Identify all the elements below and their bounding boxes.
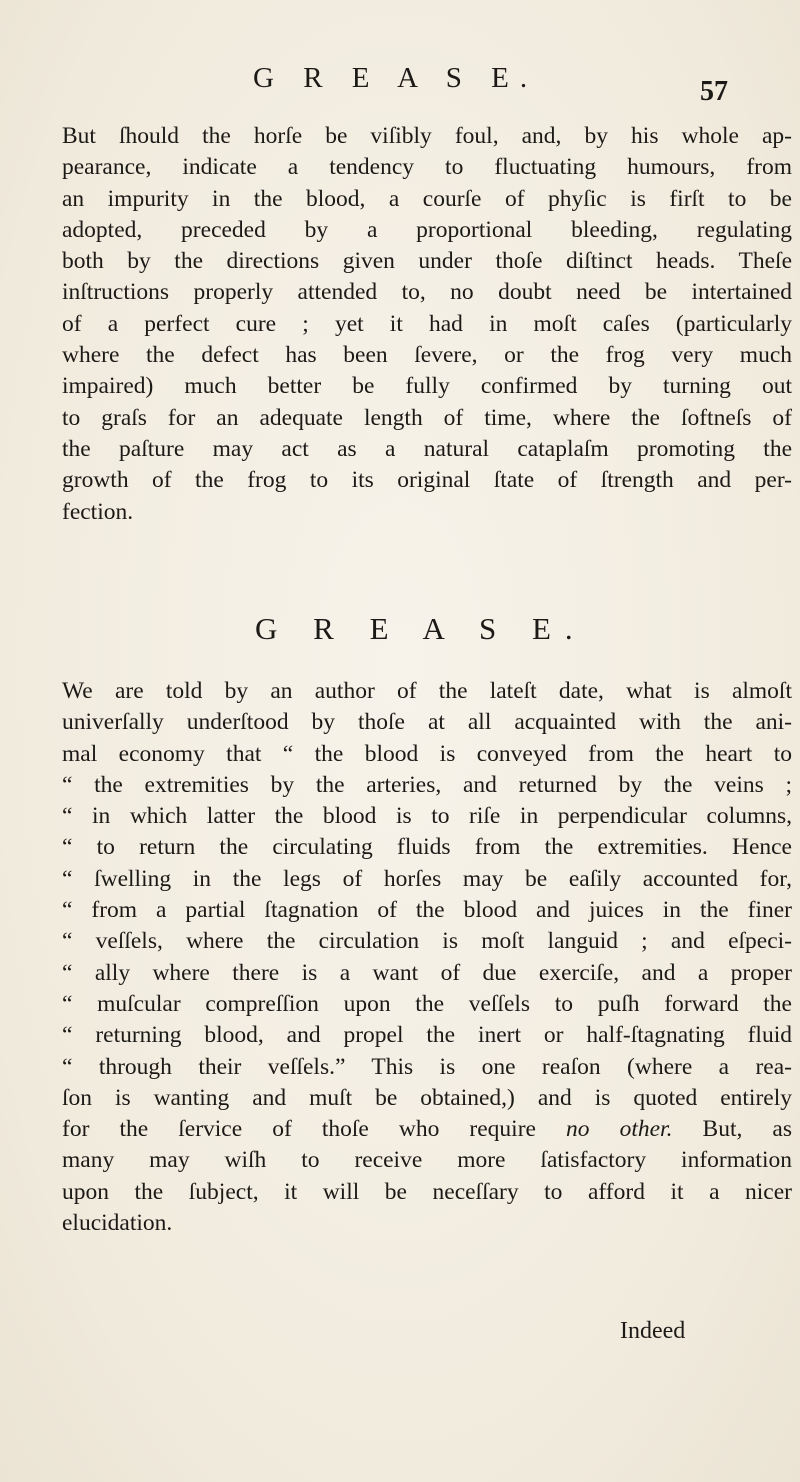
text-line: of a perfect cure ; yet it had in moſt caſes (particularly [62,310,792,337]
text-line: But ſhould the horſe be viſibly foul, and, by his whole ap- [62,123,792,149]
text-line: an impurity in the blood, a courſe of phyſic is firſt to be [62,185,792,212]
italic-phrase: no other. [566,1116,673,1143]
page-number: 57 [700,76,728,107]
text-line: adopted, preceded by a proportional bleeding, regulating [62,216,792,243]
paragraph-1 [62,121,792,528]
text-segment: for the ſervice of thoſe who require [62,1116,536,1143]
text-line: “ ally where there is a want of due exerciſe, and a proper [62,959,792,986]
text-line: where the defect has been ſevere, or the frog very much [62,342,792,369]
text-line: “ from a partial ſtagnation of the blood and juices in the finer [62,897,792,924]
text-line-mixed [62,1114,792,1145]
text-line: “ muſcular compreſſion upon the veſſels to puſh forward the [62,990,792,1017]
text-line: pearance, indicate a tendency to fluctuating humours, from [62,154,792,181]
text-line: the paſture may act as a natural cataplaſm promoting the [62,435,792,462]
text-line: ſon is wanting and muſt be obtained,) and is quoted entirely [62,1084,792,1111]
text-line: univerſally underſtood by thoſe at all acquainted with the ani- [62,709,792,736]
section-heading: G R E A S E. [255,611,587,646]
text-line: We are told by an author of the lateſt date, what is almoſt [62,678,792,704]
text-line: impaired) much better be fully confirmed by turning out [62,373,792,400]
text-line: to graſs for an adequate length of time, where the ſoftneſs of [62,404,792,431]
catchword: Indeed [620,1318,686,1344]
text-line: many may wiſh to receive more ſatisfactory information [62,1147,792,1174]
text-line: upon the ſubject, it will be neceſſary to afford it a nicer [62,1178,792,1205]
text-line: “ the extremities by the arteries, and returned by the veins ; [62,771,792,798]
paragraph-2 [62,676,792,1239]
text-line: “ returning blood, and propel the inert or half-ſtagnating fluid [62,1022,792,1049]
text-line: elucidation. [62,1210,173,1237]
text-line: mal economy that “ the blood is conveyed from the heart to [62,740,792,767]
text-line: growth of the frog to its original ſtate of ſtrength and per- [62,467,792,494]
text-line: both by the directions given under thoſe diſtinct heads. Theſe [62,248,792,275]
text-line: “ veſſels, where the circulation is moſt languid ; and eſpeci- [62,928,792,955]
text-line: “ in which latter the blood is to riſe in perpendicular columns, [62,803,792,830]
text-line: “ through their veſſels.” This is one reaſon (where a rea- [62,1053,792,1080]
text-line: fection. [62,498,134,525]
text-line: “ ſwelling in the legs of horſes may be eaſily accounted for, [62,865,792,892]
running-head: G R E A S E. [253,62,539,94]
text-segment: But, as [702,1116,792,1143]
text-line: “ to return the circulating fluids from the extremities. Hence [62,834,792,861]
text-line: inſtructions properly attended to, no doubt need be intertained [62,279,792,306]
